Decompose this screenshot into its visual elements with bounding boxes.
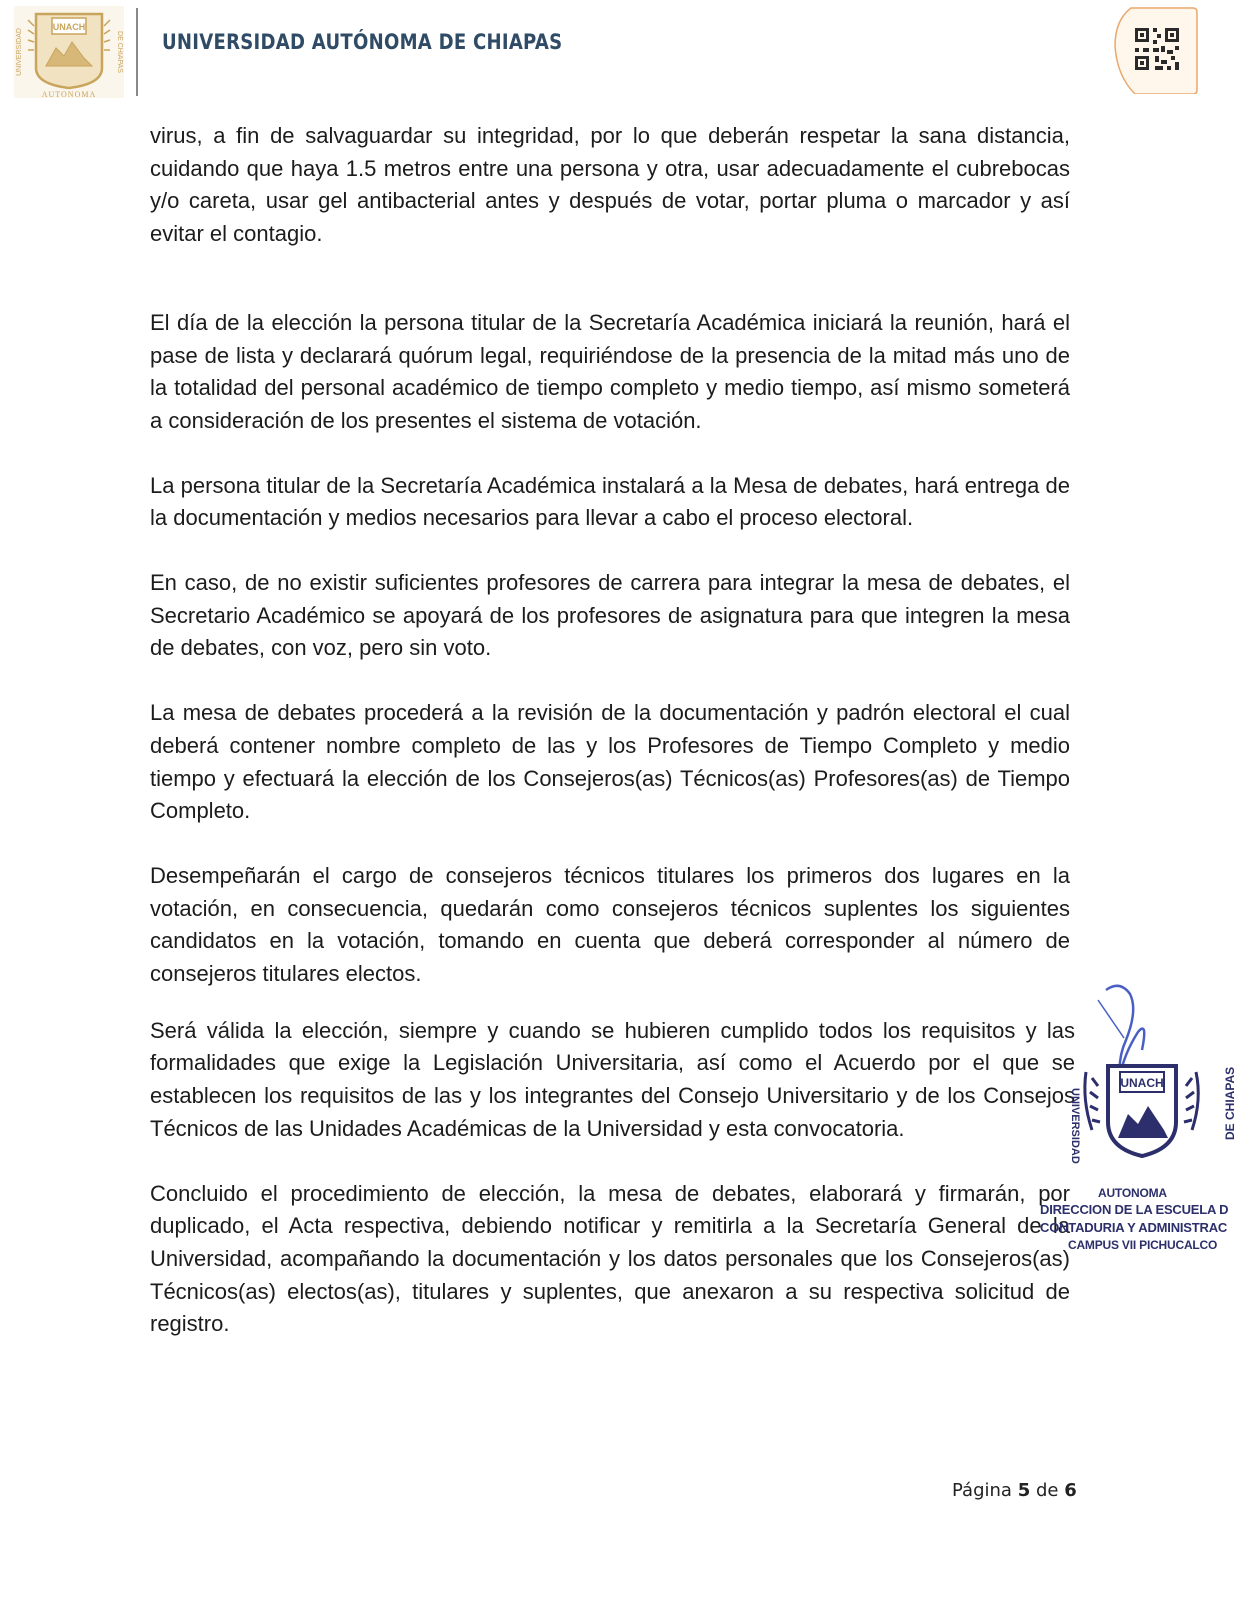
logo-arc-right: DE CHIAPAS bbox=[116, 31, 123, 73]
university-logo bbox=[14, 6, 124, 98]
page-word: Página bbox=[952, 1480, 1012, 1501]
seal-label: UNACH bbox=[1120, 1076, 1164, 1090]
paragraph-6: Desempeñarán el cargo de consejeros técnicos titulares los primeros dos lugares en la votación, en consecuencia, quedarán como consejeros técnicos suplentes los siguientes candidatos en la votación, tomando en cuenta que deberá corresponder al número de consejeros titulares electos. bbox=[150, 862, 1070, 987]
logo-bottom-text: AUTONOMA bbox=[41, 90, 97, 98]
seal-arc-left: UNIVERSIDAD bbox=[1069, 1088, 1081, 1164]
stamp-line-autonoma: AUTONOMA bbox=[1098, 1186, 1167, 1200]
seal-arc-right: DE CHIAPAS bbox=[1223, 1066, 1237, 1140]
paragraph-4: En caso, de no existir suficientes profesores de carrera para integrar la mesa de debates, el Secretario Académico se apoyará de los profesores de asignatura para que integren la mesa de debates, con voz, pero sin voto. bbox=[150, 570, 1070, 661]
signature-mark bbox=[1106, 986, 1144, 1076]
stamp-line-direccion: DIRECCION DE LA ESCUELA D bbox=[1040, 1202, 1229, 1217]
page-header bbox=[0, 0, 1239, 100]
page-total: 6 bbox=[1064, 1480, 1077, 1501]
stamp-line-campus: CAMPUS VII PICHUCALCO bbox=[1068, 1238, 1218, 1252]
document-body bbox=[150, 120, 1075, 1341]
page-number bbox=[952, 1480, 1077, 1501]
paragraph-2: El día de la elección la persona titular de la Secretaría Académica iniciará la reunión, hará el pase de lista y declarará quórum legal, requiriéndose de la presencia de la mitad más uno de la totalidad del personal académico de tiempo completo y medio tiempo, así mismo someterá a consideración de los presentes el sistema de votación. bbox=[150, 309, 1070, 433]
logo-arc-left: UNIVERSIDAD bbox=[16, 28, 23, 76]
paragraph-8: Concluido el procedimiento de elección, la mesa de debates, elaborará y firmarán, por duplicado, el Acta respectiva, debiendo notificar y remitirla a la Secretaría General de la Universidad, acompañando la documentación y los datos personales que los Consejeros(as) Técnicos(as) electos(as), titulares y suplentes, que anexaron a su respectiva solicitud de registro. bbox=[150, 1180, 1070, 1337]
header-divider bbox=[136, 8, 138, 96]
university-name: UNIVERSIDAD AUTÓNOMA DE CHIAPAS bbox=[162, 30, 563, 54]
paragraph-7: Será válida la elección, siempre y cuando se hubieren cumplido todos los requisitos y las formalidades que exige la Legislación Universitaria, así como el Acuerdo por el que se establecen los requisitos de las y los integrantes del Consejo Universitario y de los Consejos Técnicos de las Unidades Académicas de la Universidad y esta convocatoria. bbox=[150, 1017, 1075, 1141]
paragraph-5: La mesa de debates procederá a la revisión de la documentación y padrón electoral el cual deberá contener nombre completo de las y los Profesores de Tiempo Completo y medio tiempo y efectuará la elección de los Consejeros(as) Técnicos(as) Profesores(as) de Tiempo Completo. bbox=[150, 700, 1070, 824]
paragraph-3: La persona titular de la Secretaría Académica instalará a la Mesa de debates, hará entrega de la documentación y medios necesarios para llevar a cabo el proceso electoral. bbox=[150, 472, 1070, 531]
paragraph-1: virus, a fin de salvaguardar su integridad, por lo que deberán respetar la sana distancia, cuidando que haya 1.5 metros entre una persona y otra, usar adecuadamente el cubrebocas y/o careta, usar gel antibacterial antes y después de votar, portar pluma o marcador y así evitar el contagio. bbox=[150, 123, 1070, 247]
stamp-line-contaduria: CONTADURIA Y ADMINISTRAC bbox=[1040, 1220, 1228, 1235]
qr-code-icon bbox=[1113, 6, 1199, 94]
page-of: de bbox=[1035, 1480, 1059, 1501]
logo-label: UNACH bbox=[52, 22, 86, 32]
page-current: 5 bbox=[1017, 1480, 1031, 1501]
